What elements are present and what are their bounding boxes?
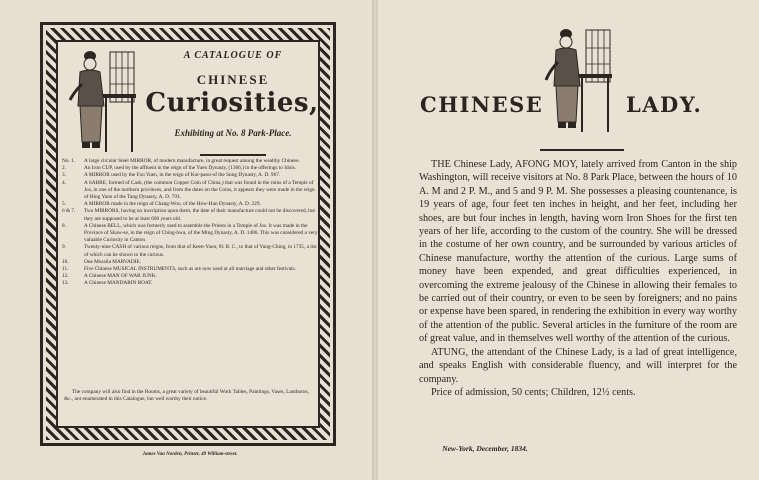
item-number: 11. [62,266,69,273]
chinese-lady-illustration-left [66,46,138,154]
item-number: 2. [62,165,66,172]
item-text: One Mussila MARVADIE. [84,258,142,265]
item-text: A Chinese MANDARIN BOAT. [84,280,153,287]
item-number: 5. [62,201,66,208]
item-text: An Iron CUP, used by the affluent in the reign of the Yuen Dynasty, (1366,) in the offerings to Idols. [84,165,297,172]
catalogue-item-list [62,158,318,288]
item-text: Five Chinese MUSICAL INSTRUMENTS, such as are now used at all marriage and other festivals. [84,266,296,273]
catalogue-subtitle: Exhibiting at No. 8 Park-Place. [174,128,292,138]
item-text: A Chinese BELL, which was formerly used to assemble the Priests in a Temple of Jos. It was made in the Province of Shaw-se, in the reign of Ching-hwa, of the Ming Dynasty, A. D. 1486. This was considered a very valuable Curiosity in Canton. [84,222,318,244]
item-number: 4. [62,179,66,186]
item-text: Twenty-nine CASH of various reigns, from that of Keen-Yuen, 81 B. C., to that of Yung-Ching, in 1735, a list of which can be shown to the curious. [84,244,317,258]
list-item [62,273,318,280]
list-item [62,180,318,202]
list-item [62,266,318,273]
catalogue-title-line2: CHINESE [196,72,270,87]
catalogue-title-line1: A CATALOGUE OF [183,50,283,61]
ornamental-rule-right [540,149,624,151]
item-number: 3. [62,172,66,179]
item-text: A MIRROR made in the reign of Chang-Woo, of the How-Han Dynasty, A. D. 229. [84,201,261,208]
item-number: 6 & 7. [62,208,76,215]
list-item [62,208,318,222]
ornamental-rule-left [200,154,266,156]
advertisement-paragraph-attendant: ATUNG, the attendant of the Chinese Lady, is a lad of great intelligence, and speaks English with considerable fluency, and will interpret for the company. [419,346,737,385]
item-text: A SABRE, formed of Cash, (the common Copper Coin of China,) that was found in the ruins of a Temple of Jos, in one of the northern provinces, and from the dates on the Coins, it appears they were made in the reign of Hing Yuen of the Tang Dynasty, A. D. 793. [84,179,315,201]
catalogue-title-curiosities: Curiosities, [145,88,319,118]
item-number: 12. [62,273,69,280]
item-text: A Chinese MAN OF WAR JUNK. [84,273,157,280]
chinese-lady-illustration-right [542,24,614,134]
list-item [62,223,318,245]
catalogue-closing-note: The company will also find in the Rooms, a great variety of beautiful Work Tables, Paintings, Vases, Lanthorns, &c., not enumerated in this Catalogue, but well worthy their notice. [64,389,309,403]
list-item [62,172,318,179]
heading-lady: LADY. [626,92,703,117]
item-text: A MIRROR used by the Foo Yuen, in the reign of Kur-paou-of the Sung Dynasty, A. D. 967. [84,172,281,179]
item-number: 9. [62,244,66,251]
item-number: 13. [62,280,69,287]
printer-imprint: James Van Norden, Printer, 49 William-street. [142,452,238,457]
list-item [62,244,318,258]
dateline: New-York, December, 1834. [442,444,528,453]
item-text: A large circular Steel MIRROR, of modern manufacture, in great request among the wealthy Chinese. [84,158,300,164]
advertisement-body [419,158,737,399]
admission-price: Price of admission, 50 cents; Children, 12½ cents. [431,386,636,398]
item-text: Two MIRRORS, having no inscription upon them, the date of their manufacture could not be discovered, but they are supposed to be at least 600 years old. [84,208,316,222]
list-item [62,280,318,287]
heading-chinese: CHINESE [420,92,544,117]
item-number: 10. [62,258,69,265]
list-item [62,259,318,266]
item-number: 8. [62,222,66,229]
item-number: No. 1. [62,158,76,164]
advertisement-paragraph-main: THE Chinese Lady, AFONG MOY, lately arrived from Canton in the ship Washington, will receive visitors at No. 8 Park Place, between the hours of 10 A. M and 2 P. M., and 5 and 9 P. M. She possesses a pleasing countenance, is 19 years of age, four feet ten inches in height, and her feet, including her shoes, are but four inches in length, having worn Iron Shoes for the first ten years of her life, according to the custom of the country. She will be dressed in the costume of her own country, and be surrounded by various articles of Chinese manufacture, worthy the attention of the curious. Large sums of money have been expended, and great difficulties experienced, in overcoming the extreme jealousy of the Chinese in allowing their females to be carried out of their country, or even to be seen by foreigners; and no pains or expense have been spared, in rendering the exhibition in every way worthy of the attention of the public. Several articles in the furniture of the room are of great value, and in themselves well worthy of the attention of the curious. [419,159,737,345]
